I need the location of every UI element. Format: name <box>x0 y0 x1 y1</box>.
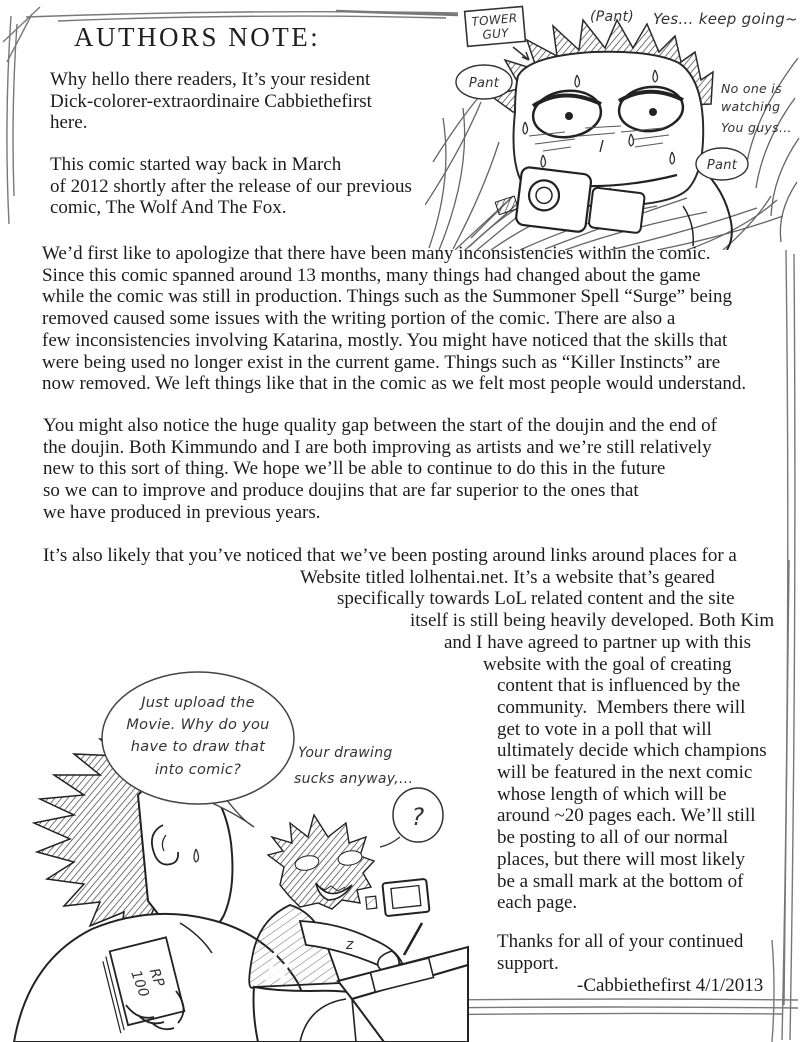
text-line: new to this sort of thing. We hope we’ll be able to continue to do this in the future <box>43 458 666 480</box>
text-line: and I have agreed to partner up with this <box>444 631 752 653</box>
text-line: were being used no longer exist in the current game. Things such as “Killer Instincts” are <box>42 351 721 373</box>
text-line: places, but there will most likely <box>497 848 746 870</box>
page-title: AUTHORS NOTE: <box>74 22 321 52</box>
text-line: ultimately decide which champions <box>497 740 767 762</box>
text-line: Why hello there readers, It’s your resident <box>50 69 371 90</box>
text-line: Dick-colorer-extraordinaire Cabbiethefirst <box>50 90 372 112</box>
pen <box>404 923 422 955</box>
handwriting-pant: (Pant) <box>589 9 635 25</box>
text-line: comic, The Wolf And The Fox. <box>50 197 287 219</box>
label-line-2: GUY <box>481 25 510 43</box>
label-line-1: TOWER <box>470 10 519 29</box>
top-illustration-tower-guy <box>425 0 800 250</box>
handwriting-no-one-watching <box>721 81 792 135</box>
text-line: of 2012 shortly after the release of our previous <box>50 175 412 197</box>
svg-text:watching: watching <box>721 99 781 114</box>
text-line: be a small mark at the bottom of <box>497 870 744 892</box>
text-line: support. <box>497 952 559 974</box>
paragraph-thanks <box>497 931 743 974</box>
text-line: itself is still being heavily developed. Both Kim <box>410 610 775 632</box>
label-arrow-icon <box>513 47 529 60</box>
handwriting-yes-keep-going: Yes... keep going~ <box>653 10 798 28</box>
author-signature: -Cabbiethefirst 4/1/2013 <box>577 975 764 996</box>
text-line: whose length of which will be <box>497 783 727 805</box>
text-line: Since this comic spanned around 13 months, many things had changed about the game <box>42 264 701 286</box>
text-line: website with the goal of creating <box>483 653 732 675</box>
text-line: few inconsistencies involving Katarina, mostly. You might have noticed that the skills that <box>42 329 728 351</box>
paragraph-comic-start <box>50 154 412 219</box>
sleep-z: z <box>346 937 354 953</box>
text-line: It’s also likely that you’ve noticed that we’ve been posting around links around places for a <box>43 545 737 566</box>
svg-text:You guys...: You guys... <box>721 120 792 135</box>
text-line: the doujin. Both Kimmundo and I are both improving as artists and we’re still relatively <box>43 436 712 458</box>
svg-text:Just upload the: Just upload the <box>141 695 255 711</box>
text-line: each page. <box>497 892 578 914</box>
svg-text:Movie. Why do you: Movie. Why do you <box>126 717 270 733</box>
text-line: content that is influenced by the <box>497 675 741 697</box>
text-line: specifically towards LoL related content and the site <box>337 588 735 610</box>
text-line: community. Members there will <box>497 696 746 718</box>
speech-bubble-pant-left <box>456 65 512 99</box>
question-mark: ? <box>411 803 425 831</box>
text-line: Website titled lolhentai.net. It’s a website that’s geared <box>300 566 715 588</box>
text-line: This comic started way back in March <box>50 154 342 175</box>
svg-text:have to draw that: have to draw that <box>130 739 266 755</box>
text-line: we have produced in previous years. <box>43 501 321 523</box>
text-line: while the comic was still in production. Things such as the Summoner Spell “Surge” being <box>42 286 733 308</box>
text-line: You might also notice the huge quality gap between the start of the doujin and the end of <box>43 415 718 436</box>
text-line: get to vote in a poll that will <box>497 718 712 740</box>
tower-guy-label <box>465 6 526 46</box>
paragraph-website <box>0 545 800 914</box>
paragraph-intro <box>50 69 372 134</box>
card-label-rp: RP <box>145 966 168 990</box>
text-line: will be featured in the next comic <box>497 762 753 784</box>
text-line: We’d first like to apologize that there have been many inconsistencies within the comic. <box>42 243 711 264</box>
card-label-100: 100 <box>127 968 152 1000</box>
paragraph-quality-gap <box>43 415 717 524</box>
text-line: around ~20 pages each. We’ll still <box>497 805 756 827</box>
speech-bubble-pant-right <box>696 148 748 180</box>
text-line: be posting to all of our normal <box>497 827 729 849</box>
text-line: removed caused some issues with the writing portion of the comic. There are also a <box>42 308 676 330</box>
svg-text:sucks anyway,...: sucks anyway,... <box>294 771 414 787</box>
text-line: now removed. We left things like that in the comic as we felt most people would understand. <box>42 373 747 395</box>
svg-text:Your drawing: Your drawing <box>298 745 393 761</box>
svg-text:No one is: No one is <box>721 81 782 96</box>
collar-line <box>683 206 693 246</box>
text-line: Thanks for all of your continued <box>497 931 744 952</box>
svg-text:into comic?: into comic? <box>154 762 242 778</box>
svg-text:Pant: Pant <box>468 76 500 91</box>
text-line: so we can to improve and produce doujins that are far superior to the ones that <box>43 480 639 502</box>
paragraph-apology <box>42 243 746 395</box>
text-line: here. <box>50 112 88 134</box>
svg-text:Pant: Pant <box>706 158 738 173</box>
